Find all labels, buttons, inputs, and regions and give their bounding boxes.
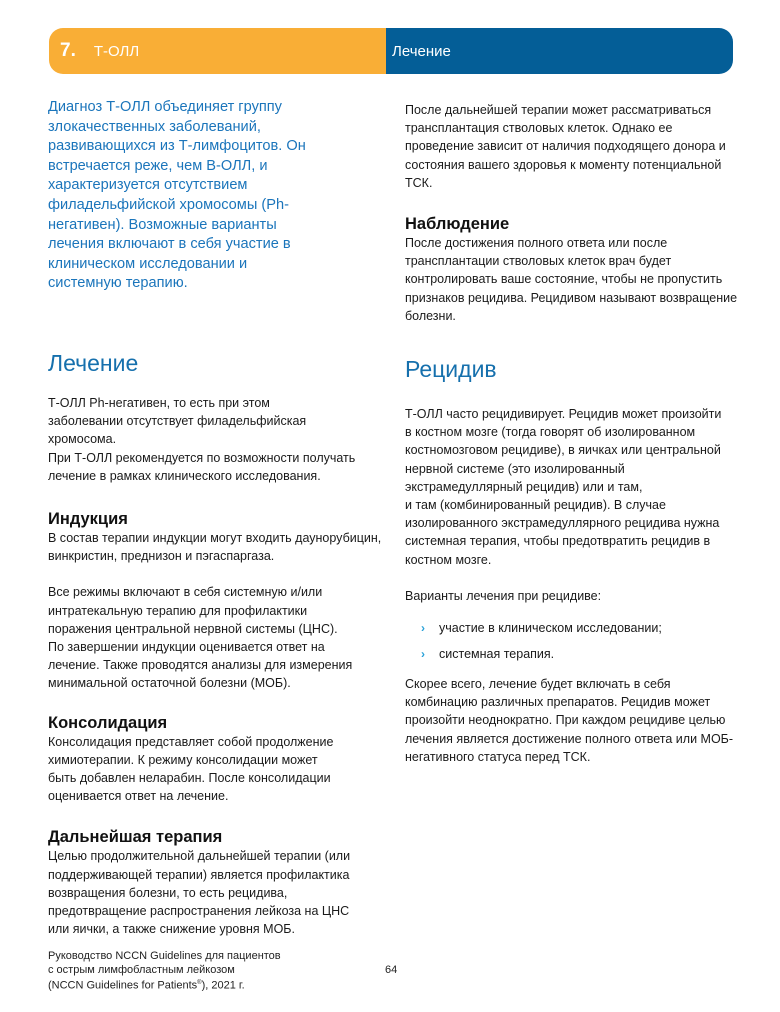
relapse-options-label: Варианты лечения при рецидиве: xyxy=(405,588,602,603)
list-item-text: системная терапия. xyxy=(439,647,555,662)
section-tab xyxy=(386,28,733,74)
right-column xyxy=(405,101,738,766)
chapter-header-bar xyxy=(49,28,733,74)
chapter-tab xyxy=(49,28,386,74)
relapse-paragraph-1b: и там (комбинированный рецидив). В случае изолированного экстрамедуллярного рецидива нужна системная терапия, чтобы предотвратить рецидив в костном мозге. xyxy=(405,498,720,567)
consolidation-heading: Консолидация xyxy=(48,713,168,732)
footer-line-1: Руководство NCCN Guidelines для пациентов xyxy=(48,950,281,962)
relapse-paragraph-1: Т-ОЛЛ часто рецидивирует. Рецидив может произойти в костном мозге (тогда говорят об изолированном костномозговом рецидиве), в яичках или центральной нервной системе (это изолированный экстрамедуллярный рецидив) или и там, xyxy=(405,407,722,494)
induction-paragraph-1: В состав терапии индукции могут входить даунорубицин, винкристин, преднизон и пэгаспаргаза. xyxy=(48,530,382,564)
footer-line-3-pre: (NCCN Guidelines for Patients xyxy=(48,979,198,992)
observation-heading: Наблюдение xyxy=(405,215,510,234)
relapse-paragraph-2: Скорее всего, лечение будет включать в себя комбинацию различных препаратов. Рецидив может произойти неоднократно. При каждом рецидиве целью лечения является достижение полного ответа или МОБ-негативного статуса перед ТСК. xyxy=(405,677,734,764)
consolidation-paragraph: Консолидация представляет собой продолжение химиотерапии. К режиму консолидации может быть добавлен неларабин. После консолидации оценивается ответ на лечение. xyxy=(48,734,334,804)
footer-line-2: с острым лимфобластным лейкозом xyxy=(48,963,235,976)
further-therapy-paragraph: Целью продолжительной дальнейшей терапии (или поддерживающей терапии) является профилактика возвращения болезни, то есть рецидива, предотвращение распространения лейкоза на ЦНС или яички, а также снижение уровня МОБ. xyxy=(48,849,351,937)
induction-paragraph-2: Все режимы включают в себя системную и/или интратекальную терапию для профилактики поражения центральной нервной системы (ЦНС). xyxy=(48,585,338,636)
chapter-title: Т-ОЛЛ xyxy=(93,42,140,60)
chapter-number: 7. xyxy=(60,40,76,61)
footer-line-3 xyxy=(48,977,281,993)
list-item-text: участие в клиническом исследовании; xyxy=(439,621,662,636)
section-title: Лечение xyxy=(392,42,451,60)
page-number: 64 xyxy=(385,964,398,976)
treatment-heading: Лечение xyxy=(48,349,139,376)
list-item xyxy=(421,645,735,663)
intro-paragraph: Диагноз Т-ОЛЛ объединяет группу злокачественных заболеваний, развивающихся из Т-лимфоцитов. Он встречается реже, чем В-ОЛЛ, и характеризуется отсутствием филадельфийской хромосомы (Ph-негативен). Возможные варианты лечения включают в себя участие в клиническом исследовании и системную терапию. xyxy=(48,99,306,292)
left-column xyxy=(48,98,382,938)
relapse-options-list xyxy=(405,619,735,663)
induction-heading: Индукция xyxy=(48,509,128,528)
registered-mark: ® xyxy=(197,980,202,987)
sct-paragraph: После дальнейшей терапии может рассматриваться трансплантация стволовых клеток. Однако ее проведение зависит от наличия подходящего донора и состояния вашего здоровья к моменту потенциальной ТСК. xyxy=(405,103,726,190)
footer-line-3-post: ), 2021 г. xyxy=(201,979,245,992)
observation-paragraph: После достижения полного ответа или после трансплантации стволовых клеток врач будет контролировать ваше состояние, чтобы не пропустить признаков рецидива. Рецидивом называют возвращение болезни. xyxy=(405,236,738,323)
further-therapy-heading: Дальнейшая терапия xyxy=(48,828,223,847)
relapse-heading: Рецидив xyxy=(405,356,497,383)
treatment-paragraph-2: При Т-ОЛЛ рекомендуется по возможности получать лечение в рамках клинического исследования. xyxy=(48,450,356,483)
induction-paragraph-3: По завершении индукции оценивается ответ на лечение. Также проводятся анализы для измерения минимальной остаточной болезни (МОБ). xyxy=(48,639,353,691)
footer-citation xyxy=(48,950,281,993)
treatment-paragraph-1: Т-ОЛЛ Ph-негативен, то есть при этом заболевании отсутствует филадельфийская хромосома. xyxy=(48,395,307,447)
list-item xyxy=(421,619,735,637)
chevron-right-icon: › xyxy=(421,647,425,662)
chevron-right-icon: › xyxy=(421,621,425,636)
